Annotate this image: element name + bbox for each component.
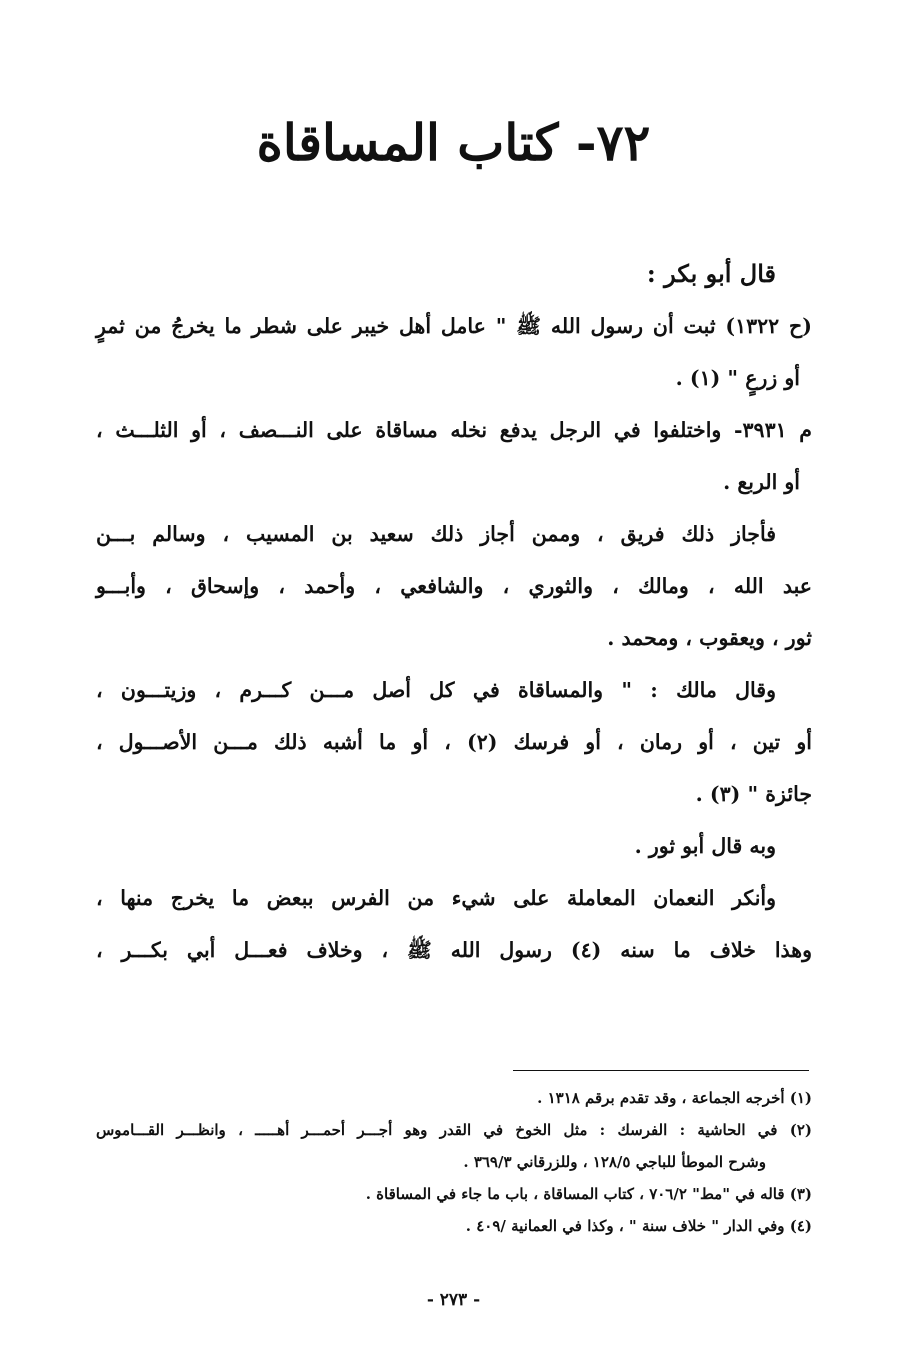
main-text: [96, 248, 812, 976]
footnote: (٢) في الحاشية : الفرسك : مثل الخوخ في القدر وهو أجـــر أحمـــر أهـــــ ، وانظـــر القـــاموس: [96, 1121, 812, 1139]
page-number: - ٢٧٣ -: [426, 1290, 481, 1310]
text-line: (ح ١٣٢٢) ثبت أن رسول الله ﷺ " عامل أهل خيبر على شطر ما يخرجُ من ثمرٍ: [96, 314, 812, 338]
text-line: عبد الله ، ومالك ، والثوري ، والشافعي ، وأحمد ، وإسحاق ، وأبـــو: [96, 574, 812, 598]
chapter-title: ٧٢- كتاب المساقاة: [256, 113, 651, 172]
text-line: فأجاز ذلك فريق ، وممن أجاز ذلك سعيد بن المسيب ، وسالم بـــن: [96, 522, 776, 546]
section-heading: قال أبو بكر :: [646, 259, 776, 288]
footnote-continuation: وشرح الموطأ للباجي ١٢٨/٥ ، وللزرقاني ٣٦٩/٣ .: [463, 1153, 766, 1171]
text-line: أو الربع .: [723, 470, 800, 494]
text-line: وهذا خلاف ما سنه (٤) رسول الله ﷺ ، وخلاف فعـــل أبي بكـــر ،: [96, 938, 812, 962]
footnotes: [96, 1082, 812, 1242]
text-line: م ٣٩٣١- واختلفوا في الرجل يدفع نخله مساقاة على النـــصف ، أو الثلـــث ،: [96, 418, 812, 442]
text-line: ثور ، ويعقوب ، ومحمد .: [607, 626, 812, 650]
text-line: وبه قال أبو ثور .: [634, 834, 776, 858]
footnote: (٣) قاله في "مط" ٧٠٦/٢ ، كتاب المساقاة ، باب ما جاء في المساقاة .: [365, 1185, 812, 1203]
footnote: (١) أخرجه الجماعة ، وقد تقدم برقم ١٣١٨ .: [537, 1089, 812, 1107]
footnote-divider: [513, 1070, 809, 1071]
text-line: أو زرعٍ " (١) .: [675, 366, 800, 390]
text-line: وقال مالك : " والمساقاة في كل أصل مـــن كـــرم ، وزيتـــون ،: [96, 678, 776, 702]
footnote: (٤) وفي الدار " خلاف سنة " ، وكذا في العمانية /٤٠٩ .: [465, 1217, 812, 1235]
text-line: أو تين ، أو رمان ، أو فرسك (٢) ، أو ما أشبه ذلك مـــن الأصـــول ،: [96, 730, 812, 754]
text-line: وأنكر النعمان المعاملة على شيء من الفرس ببعض ما يخرج منها ،: [96, 886, 776, 910]
text-line: جائزة " (٣) .: [695, 782, 812, 806]
